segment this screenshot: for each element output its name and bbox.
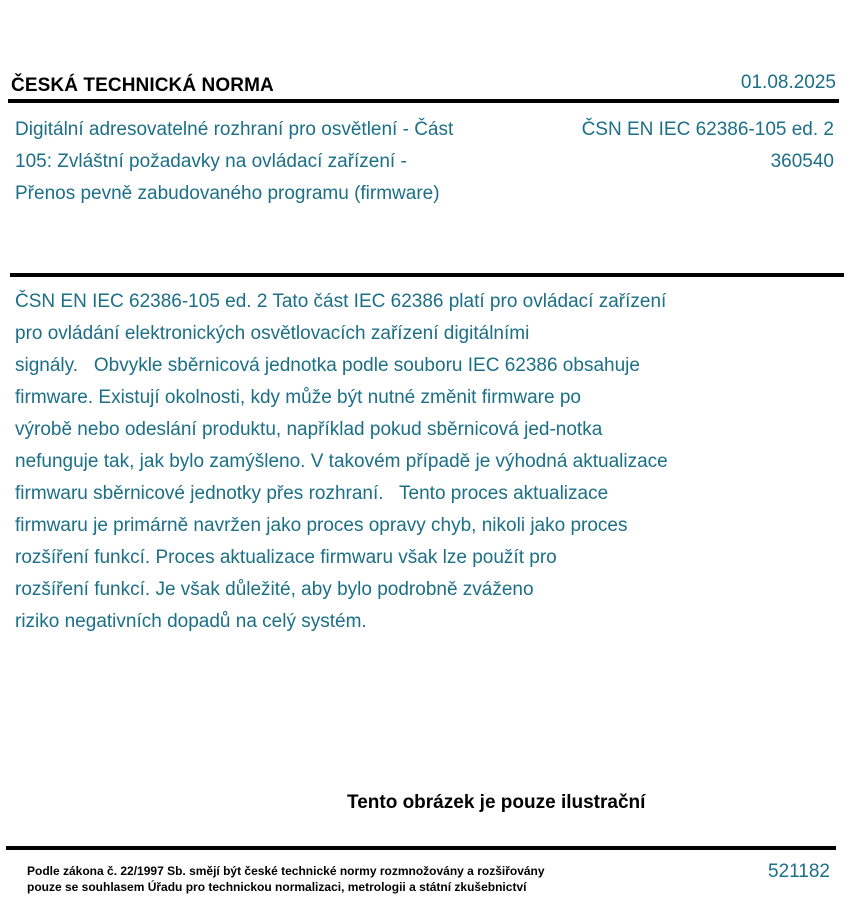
- illustration-note: Tento obrázek je pouze ilustrační: [347, 792, 646, 813]
- abstract-line: nefunguje tak, jak bylo zamýšleno. V takovém případě je výhodná aktualizace: [15, 451, 668, 472]
- standard-identification: [514, 114, 834, 178]
- abstract-line: firmwaru sběrnicové jednotky přes rozhraní. Tento proces aktualizace: [15, 483, 609, 504]
- footer-divider: [6, 846, 836, 850]
- document-type: ČESKÁ TECHNICKÁ NORMA: [11, 75, 274, 96]
- abstract-line: rozšíření funkcí. Proces aktualizace firmwaru však lze použít pro: [15, 547, 557, 568]
- copyright-notice: [27, 863, 545, 895]
- title-line: Přenos pevně zabudovaného programu (firmware): [15, 183, 440, 204]
- abstract-line: pro ovládání elektronických osvětlovacích zařízení digitálními: [15, 323, 530, 344]
- abstract-line: firmware. Existují okolnosti, kdy může být nutné změnit firmware po: [15, 387, 581, 408]
- section-divider: [10, 273, 844, 277]
- abstract-line: rozšíření funkcí. Je však důležité, aby bylo podrobně zváženo: [15, 579, 534, 600]
- abstract-line: ČSN EN IEC 62386-105 ed. 2 Tato část IEC 62386 platí pro ovládací zařízení: [15, 291, 667, 312]
- copyright-line: pouze se souhlasem Úřadu pro technickou normalizaci, metrologii a státní zkušebnictví: [27, 880, 527, 894]
- title-line: 105: Zvláštní požadavky na ovládací zařízení -: [15, 151, 407, 172]
- standard-title: [15, 114, 525, 210]
- classification-code: 360540: [770, 151, 834, 172]
- title-line: Digitální adresovatelné rozhraní pro osvětlení - Část: [15, 119, 454, 140]
- abstract-line: firmwaru je primárně navržen jako proces opravy chyb, nikoli jako proces: [15, 515, 628, 536]
- document-number: 521182: [768, 861, 830, 882]
- abstract-line: riziko negativních dopadů na celý systém.: [15, 611, 367, 632]
- standard-designation: ČSN EN IEC 62386-105 ed. 2: [581, 119, 834, 140]
- abstract-line: signály. Obvykle sběrnicová jednotka podle souboru IEC 62386 obsahuje: [15, 355, 640, 376]
- copyright-line: Podle zákona č. 22/1997 Sb. smějí být české technické normy rozmnožovány a rozšiřovány: [27, 864, 545, 878]
- publication-date: 01.08.2025: [740, 72, 836, 93]
- abstract-line: výrobě nebo odeslání produktu, například pokud sběrnicová jed-notka: [15, 419, 603, 440]
- abstract-text: [15, 286, 775, 638]
- header-divider: [8, 99, 839, 103]
